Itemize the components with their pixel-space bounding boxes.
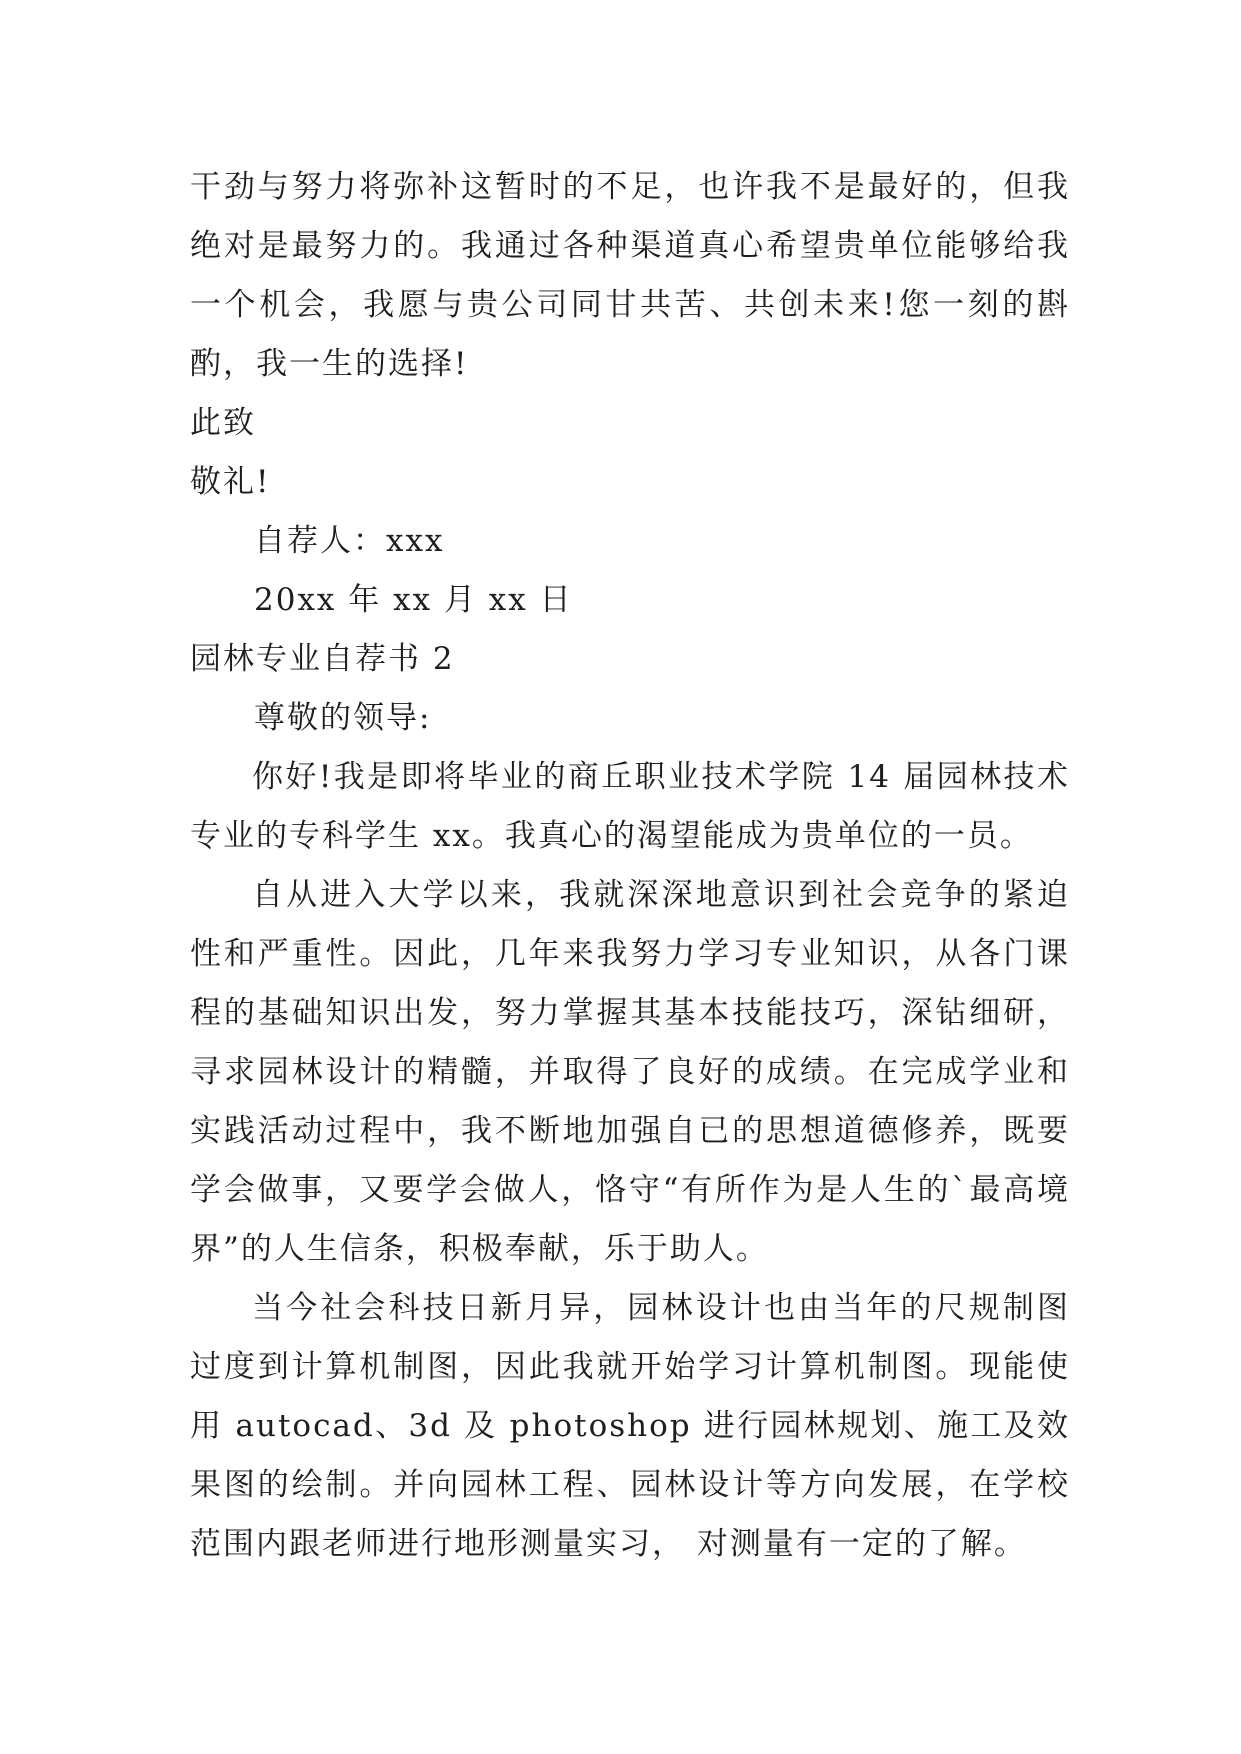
skills-paragraph: 当今社会科技日新月异，园林设计也由当年的尺规制图过度到计算机制图，因此我就开始学习计算机制图。现能使用 autocad、3d 及 photoshop 进行园林规划、施工及效果图的绘制。并向园林工程、园林设计等方向发展，在学校范围内跟老师进行地形测量实习， 对测量有一定的了解。 xyxy=(190,1290,1070,1562)
continuation-paragraph: 干劲与努力将弥补这暂时的不足，也许我不是最好的，但我绝对是最努力的。我通过各种渠道真心希望贵单位能够给我一个机会，我愿与贵公司同甘共苦、共创未来!您一刻的斟酌，我一生的选择! xyxy=(190,169,1070,382)
document-body xyxy=(190,158,1070,1574)
study-paragraph: 自从进入大学以来，我就深深地意识到社会竞争的紧迫性和严重性。因此，几年来我努力学习专业知识，从各门课程的基础知识出发，努力掌握其基本技能技巧，深钻细研，寻求园林设计的精髓，并取得了良好的成绩。在完成学业和实践活动过程中，我不断地加强自已的思想道德修养，既要学会做事，又要学会做人，恪守“有所作为是人生的`最高境界”的人生信条，积极奉献，乐于助人。 xyxy=(190,877,1070,1267)
closing-line-2: 敬礼! xyxy=(190,464,271,500)
date-line: 20xx 年 xx 月 xx 日 xyxy=(254,582,573,618)
signer-line: 自荐人：xxx xyxy=(254,523,445,559)
salutation: 尊敬的领导: xyxy=(254,700,432,736)
intro-paragraph: 你好!我是即将毕业的商丘职业技术学院 14 届园林技术专业的专科学生 xx。我真心的渴望能成为贵单位的一员。 xyxy=(190,759,1070,854)
section-title: 园林专业自荐书 2 xyxy=(190,641,455,677)
closing-line-1: 此致 xyxy=(190,405,256,441)
